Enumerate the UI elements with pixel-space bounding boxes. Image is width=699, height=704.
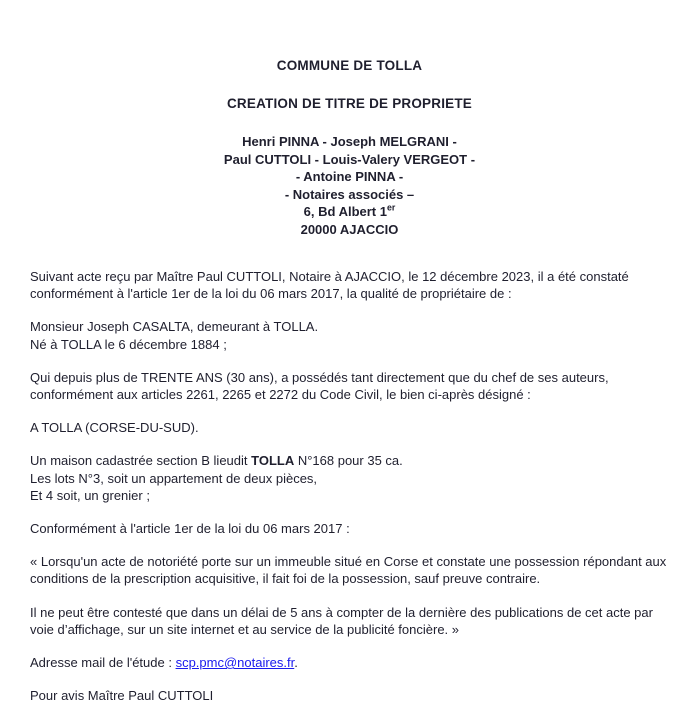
proprietaire-name-line: Monsieur Joseph CASALTA, demeurant à TOLLA. — [30, 319, 319, 335]
ordinal-suffix-er: er — [386, 202, 396, 213]
notary-address-city: 20000 AJACCIO — [300, 221, 399, 237]
document-body — [30, 238, 669, 704]
property-cadastre-line — [30, 452, 669, 469]
email-label: Adresse mail de l'étude : — [30, 655, 176, 671]
paragraph-property-description — [30, 452, 669, 504]
paragraph-location: A TOLLA (CORSE-DU-SUD). — [30, 420, 199, 436]
notary-association-label: - Notaires associés – — [284, 186, 415, 202]
notary-names-line-1: Henri PINNA - Joseph MELGRANI - — [242, 134, 457, 149]
property-cadastre-prefix: Un maison cadastrée section B lieudit — [30, 453, 252, 469]
email-trailing-period: . — [294, 655, 298, 671]
notary-address-street-text: 6, Bd Albert 1 — [303, 204, 387, 219]
property-lieudit-name: TOLLA — [251, 453, 295, 469]
notary-address-street — [30, 203, 669, 221]
paragraph-quote-contestation: Il ne peut être contesté que dans un délai de 5 ans à compter de la dernière des publications de cet acte par voie d’affichage, sur un site internet et au service de la publicité foncière. » — [30, 604, 653, 637]
document-header — [30, 0, 669, 111]
property-lot-line-1: Les lots N°3, soit un appartement de deux pièces, — [30, 470, 318, 486]
page-title-commune: COMMUNE DE TOLLA — [276, 58, 423, 73]
page-title-subject: CREATION DE TITRE DE PROPRIETE — [226, 96, 473, 111]
property-cadastre-suffix: N°168 pour 35 ca. — [294, 453, 403, 469]
paragraph-conformement-article: Conformément à l'article 1er de la loi du 06 mars 2017 : — [30, 521, 350, 537]
notary-names-line-2: Paul CUTTOLI - Louis-Valery VERGEOT - — [223, 151, 476, 167]
paragraph-quote-notoriete: « Lorsqu'un acte de notoriété porte sur un immeuble situé en Corse et constate une possession répondant aux conditions de la prescription acquisitive, il fait foi de la possession, sauf preuve contraire. — [30, 554, 667, 587]
notary-letterhead — [30, 111, 669, 238]
notary-names-line-3: - Antoine PINNA - — [295, 169, 404, 184]
email-link[interactable]: scp.pmc@notaires.fr — [175, 655, 295, 671]
paragraph-contact-email — [30, 654, 669, 671]
property-lot-line-2: Et 4 soit, un grenier ; — [30, 487, 150, 503]
paragraph-signature: Pour avis Maître Paul CUTTOLI — [30, 688, 214, 704]
paragraph-proprietaire-identity — [30, 318, 669, 352]
proprietaire-birth-line: Né à TOLLA le 6 décembre 1884 ; — [30, 336, 227, 352]
paragraph-acte-recu: Suivant acte reçu par Maître Paul CUTTOLI, Notaire à AJACCIO, le 12 décembre 2023, il a été constaté conformément à l'article 1er de la loi du 06 mars 2017, la qualité de propriétaire de : — [30, 269, 629, 302]
paragraph-prescription-trentenaire: Qui depuis plus de TRENTE ANS (30 ans), a possédés tant directement que du chef de ses auteurs, conformément aux articles 2261, 2265 et 2272 du Code Civil, le bien ci-après désigné : — [30, 369, 609, 403]
